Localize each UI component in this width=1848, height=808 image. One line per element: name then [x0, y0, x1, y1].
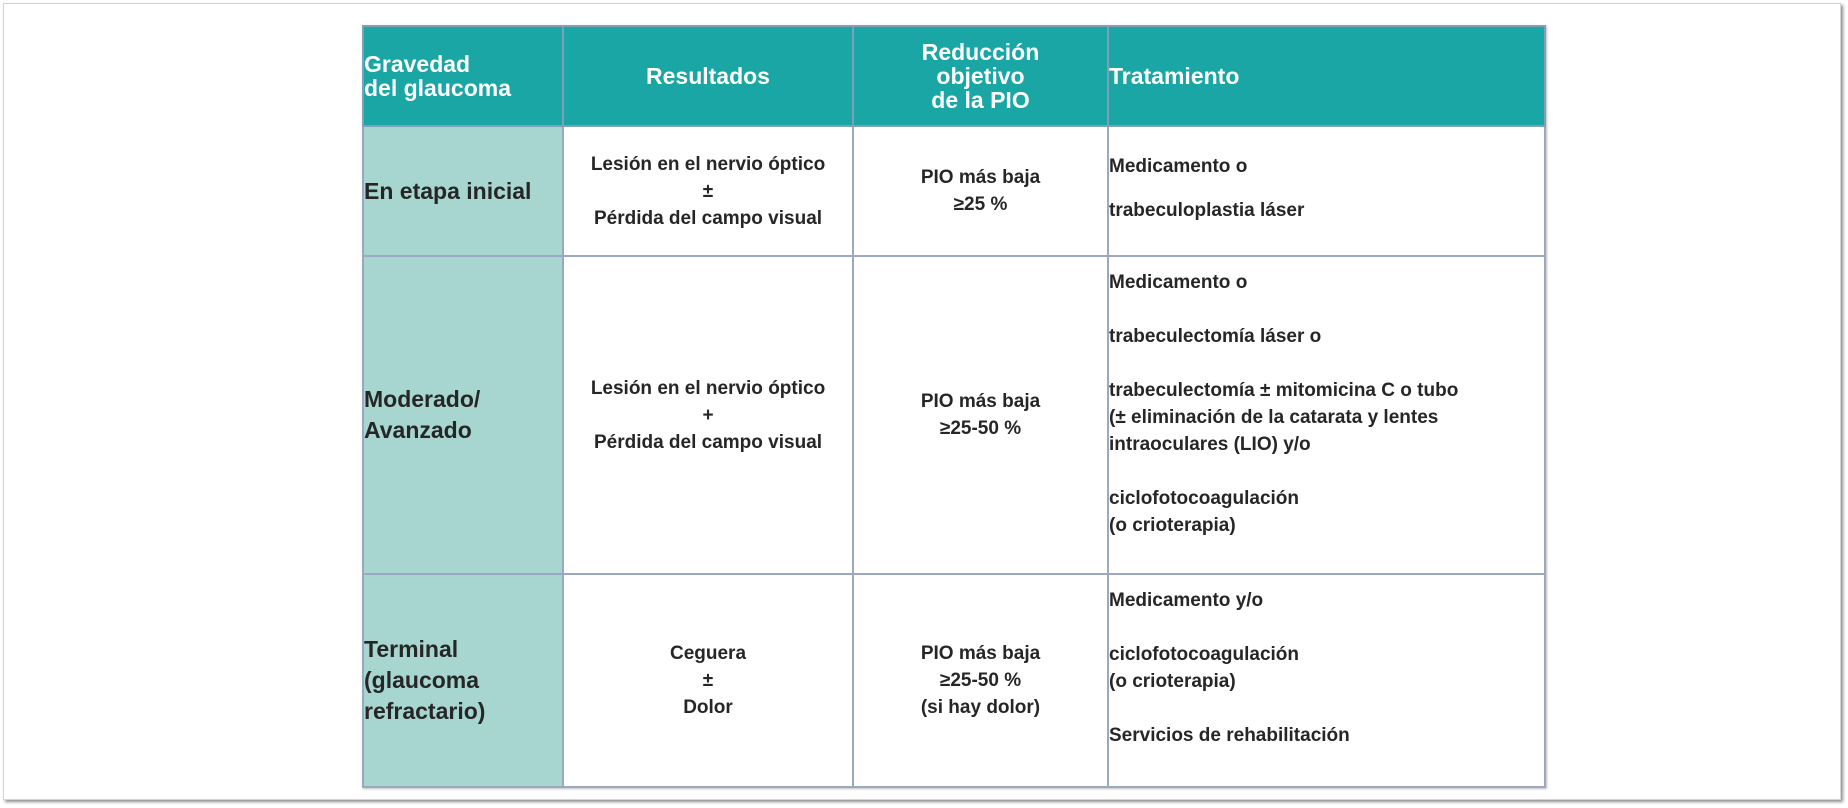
header-reduction-line: objetivo	[936, 63, 1025, 89]
reduction-line: ≥25-50 %	[939, 670, 1022, 691]
severity-line: refractario)	[364, 698, 486, 724]
header-severity-line: Gravedad	[364, 51, 471, 77]
severity-line: Moderado/	[364, 386, 481, 412]
treatment-line: trabeculectomía láser o	[1109, 326, 1322, 347]
header-reduction	[853, 26, 1108, 126]
header-severity-line: del glaucoma	[364, 75, 511, 101]
treatment-line: ciclofotocoagulación	[1109, 644, 1300, 665]
treatment-item	[1109, 641, 1544, 695]
severity-cell	[363, 126, 563, 256]
results-line: ±	[702, 670, 714, 691]
reduction-line: ≥25 %	[953, 194, 1008, 215]
table-row	[363, 256, 1545, 574]
reduction-line: PIO más baja	[920, 167, 1041, 188]
header-row	[363, 26, 1545, 126]
header-severity	[363, 26, 563, 126]
table-row	[363, 574, 1545, 787]
severity-line: Terminal	[364, 636, 459, 662]
results-line: +	[702, 404, 714, 426]
reduction-line: PIO más baja	[920, 391, 1041, 412]
treatment-cell	[1108, 574, 1545, 787]
severity-cell	[363, 574, 563, 787]
treatment-cell	[1108, 256, 1545, 574]
results-line: ±	[702, 180, 714, 202]
treatment-line: Medicamento o	[1109, 156, 1248, 177]
treatment-item	[1109, 153, 1544, 180]
treatment-item	[1109, 485, 1544, 539]
header-reduction-line: Reducción	[921, 39, 1040, 65]
results-cell	[563, 574, 853, 787]
severity-cell	[363, 256, 563, 574]
header-treatment: Tratamiento	[1108, 26, 1545, 126]
header-reduction-line: de la PIO	[931, 87, 1030, 113]
treatment-line: Medicamento o	[1109, 272, 1248, 293]
treatment-item	[1109, 197, 1544, 224]
treatment-line: intraoculares (LIO) y/o	[1109, 434, 1311, 455]
severity-line: Avanzado	[364, 417, 472, 443]
treatment-item	[1109, 722, 1544, 749]
results-line: Pérdida del campo visual	[593, 431, 823, 453]
reduction-cell	[853, 256, 1108, 574]
treatment-line: (± eliminación de la catarata y lentes	[1109, 407, 1439, 428]
treatment-cell	[1108, 126, 1545, 256]
treatment-line: ciclofotocoagulación	[1109, 488, 1300, 509]
results-line: Pérdida del campo visual	[593, 207, 823, 229]
reduction-cell	[853, 126, 1108, 256]
reduction-cell	[853, 574, 1108, 787]
treatment-line: (o crioterapia)	[1109, 671, 1236, 692]
treatment-item	[1109, 269, 1544, 296]
results-cell	[563, 256, 853, 574]
results-line: Lesión en el nervio óptico	[590, 377, 826, 399]
reduction-line: PIO más baja	[920, 643, 1041, 664]
results-line: Ceguera	[669, 643, 747, 664]
treatment-line: trabeculoplastia láser	[1109, 200, 1305, 221]
severity-line: En etapa inicial	[364, 177, 532, 204]
reduction-line: ≥25-50 %	[939, 418, 1022, 439]
reduction-line: (si hay dolor)	[920, 697, 1041, 718]
table-row	[363, 126, 1545, 256]
treatment-line: trabeculectomía ± mitomicina C o tubo	[1109, 380, 1459, 401]
glaucoma-treatment-table	[362, 25, 1546, 788]
header-results: Resultados	[563, 26, 853, 126]
results-line: Lesión en el nervio óptico	[590, 153, 826, 175]
treatment-line: Servicios de rehabilitación	[1109, 725, 1350, 746]
treatment-item	[1109, 323, 1544, 350]
treatment-item	[1109, 587, 1544, 614]
treatment-line: Medicamento y/o	[1109, 590, 1264, 611]
treatment-line: (o crioterapia)	[1109, 515, 1236, 536]
severity-line: (glaucoma	[364, 667, 480, 693]
treatment-item	[1109, 377, 1544, 458]
results-cell	[563, 126, 853, 256]
results-line: Dolor	[683, 697, 733, 718]
